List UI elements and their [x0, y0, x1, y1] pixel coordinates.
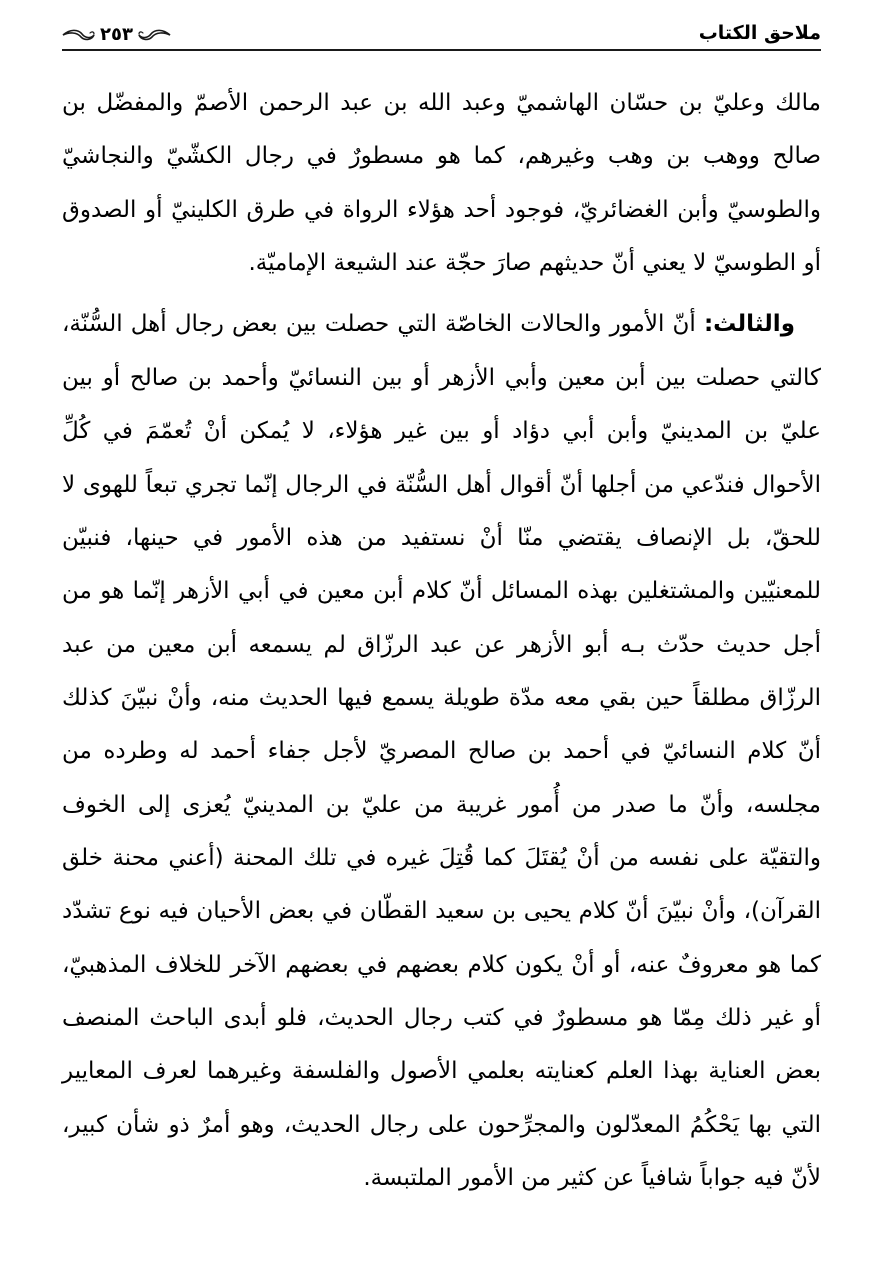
page-title: ملاحق الكتاب: [698, 22, 821, 44]
paragraph-2: [62, 298, 821, 1205]
paragraph-2-lead: والثالث:: [703, 311, 795, 338]
paragraph-2-text: أنّ الأمور والحالات الخاصّة التي حصلت بين بعض رجال أهل السُّنّة، كالتي حصلت بين أبن معين وأبي الأزهر أو بين النسائيّ وأحمد بن صالح أو بين عليّ بن المدينيّ وأبن أبي دؤاد أو بين غير هؤلاء، لا يُمكن أنْ تُعمّمَ في كُلِّ الأحوال فندّعي من أجلها أنّ أقوال أهل السُّنّة في الرجال إنّما تجري تبعاً للهوى لا للحقّ، بل الإنصاف يقتضي منّا أنْ نستفيد من هذه الأمور في حينها، فنبيّن للمعنيّين والمشتغلين بهذه المسائل أنّ كلام أبن معين في أبي الأزهر إنّما هو من أجل حديث حدّث بـه أبو الأزهر عن عبد الرزّاق لم يسمعه أبن معين من عبد الرزّاق مطلقاً حين بقي معه مدّة طويلة يسمع فيها الحديث منه، وأنْ نبيّنَ كذلك أنّ كلام النسائيّ في أحمد بن صالح المصريّ لأجل جفاء أحمد له وطرده من مجلسه، وأنّ ما صدر من أُمور غريبة من عليّ بن المدينيّ يُعزى إلى الخوف والتقيّة على نفسه من أنْ يُقتَلَ كما قُتِلَ غيره في تلك المحنة (أعني محنة خلق القرآن)، وأنْ نبيّنَ أنّ كلام يحيى بن سعيد القطّان في بعض الأحيان فيه نوع تشدّد كما هو معروفٌ عنه، أو أنْ يكون كلام بعضهم في بعضهم الآخر للخلاف المذهبيّ، أو غير ذلك مِمّا هو مسطورٌ في كتب رجال الحديث، فلو أبدى الباحث المنصف بعض العناية بهذا العلم كعنايته بعلمي الأصول والفلسفة وغيرهما لعرف المعايير التي بها يَحْكُمُ المعدّلون والمجرِّحون على رجال الحديث، وهو أمرٌ ذو شأن كبير، لأنّ فيه جواباً شافياً عن كثير من الأمور الملتبسة.: [62, 311, 821, 1192]
paragraph-1: مالك وعليّ بن حسّان الهاشميّ وعبد الله بن عبد الرحمن الأصمّ والمفضّل بن صالح ووهب بن وهب وغيرهم، كما هو مسطورٌ في رجال الكشّيّ والنجاشيّ والطوسيّ وأبن الغضائريّ، فوجود أحد هؤلاء الرواة في طرق الكلينيّ أو الصدوق أو الطوسيّ لا يعني أنّ حديثهم صارَ حجّة عند الشيعة الإماميّة.: [62, 90, 821, 277]
page-number: ٢٥٣: [100, 24, 133, 45]
page-body: [62, 77, 821, 1206]
ornament-flourish-left-icon: [62, 27, 96, 43]
page-number-cartouche: [62, 26, 171, 44]
ornament-flourish-right-icon: [137, 27, 171, 43]
page-header: [62, 22, 821, 51]
